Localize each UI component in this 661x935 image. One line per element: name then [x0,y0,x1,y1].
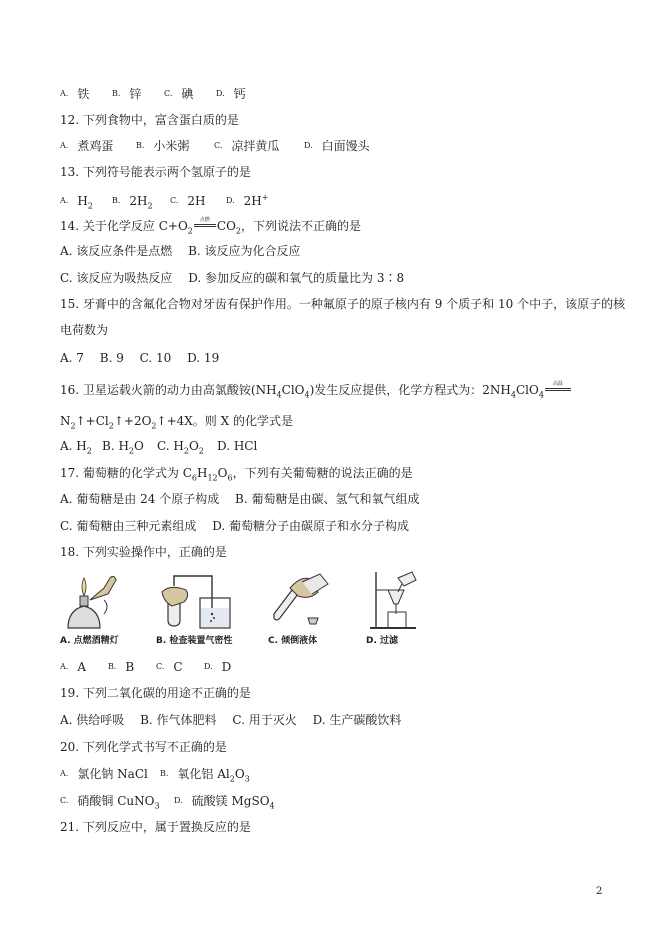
q17-stem: 17. 葡萄糖的化学式为 $C_6H_{12}O_6$，下列有关葡萄糖的说法正确的是 [60,466,413,483]
figure-caption-b: B. 检查装置气密性 [156,636,233,646]
q12-options: A. 煮鸡蛋 B. 小米粥 C. 凉拌黄瓜 D. 白面馒头 [60,139,370,153]
figure-caption-c: C. 倾倒液体 [268,636,318,646]
figure-alcohol-lamp [60,570,150,646]
q13-options: A. $H_2B$. $2H_2C$. 2H D. 2H+ [60,193,269,211]
q12-stem: 12. 下列食物中，富含蛋白质的是 [60,113,239,127]
q19-stem: 19. 下列二氧化碳的用途不正确的是 [60,686,251,700]
q16-stem-line1: 16. 卫星运载火箭的动力由高氯酸铵$(NH_4ClO_4)$发生反应提供，化学方程式为：$2NH_4ClO_4$ 高温 [60,381,572,403]
q15-stem-line2: 电荷数为 [60,323,109,337]
q18-stem: 18. 下列实验操作中，正确的是 [60,545,227,559]
filtration-stand-icon [366,570,456,632]
page-number: 2 [596,886,603,897]
reaction-arrow-condition: 点燃 [194,217,216,229]
figure-filtration [366,570,456,646]
q18-figure-row [60,570,420,646]
q15-stem-line1: 15. 牙膏中的含氟化合物对牙齿有保护作用。一种氟原子的原子核内有 9 个质子和 10 个中子，该原子的核 [60,297,626,311]
q18-options: A. A B. B C. C D. D [60,660,232,674]
figure-airtightness-check [156,570,246,646]
q17-options-row2: C. 葡萄糖由三种元素组成 D. 葡萄糖分子由碳原子和水分子构成 [60,519,410,533]
q14-options-row1: A. 该反应条件是点燃 B. 该反应为化合反应 [60,244,301,258]
figure-caption-a: A. 点燃酒精灯 [60,636,119,646]
q17-options-row1: A. 葡萄糖是由 24 个原子构成 B. 葡萄糖是由碳、氢气和氧气组成 [60,492,420,506]
q14-options-row2: C. 该反应为吸热反应 D. 参加反应的碳和氧气的质量比为 3∶8 [60,271,405,285]
reaction-arrow-condition: 高温 [545,381,571,393]
q13-stem: 13. 下列符号能表示两个氢原子的是 [60,165,251,179]
q19-options: A. 供给呼吸 B. 作气体肥料 C. 用于灭火 D. 生产碳酸饮料 [60,713,402,727]
figure-caption-d: D. 过滤 [366,636,399,646]
figure-pouring-liquid [268,570,358,646]
q21-stem: 21. 下列反应中，属于置换反应的是 [60,820,251,834]
pouring-bottle-icon [268,570,358,632]
q20-stem: 20. 下列化学式书写不正确的是 [60,740,227,754]
alcohol-lamp-icon [60,570,150,632]
q16-stem-line2: $N_2↑+Cl_2↑+2O_2↑+4X$。则 X 的化学式是 [60,414,293,431]
q15-options: A. 7 B. 9 C. 10 D. 19 [60,351,220,365]
test-tube-beaker-icon [156,570,246,632]
q16-options: A. $H_2$ B. $H_2O$ C. $H_2O_2$ D. HCl [60,439,258,456]
q20-options-row2: C. 硝酸铜 CuNO$_3$D. 硫酸镁 MgSO$_4$ [60,794,275,811]
q14-stem: 14. 关于化学反应 $C+O_2$ 点燃 $CO_2$，下列说法不正确的是 [60,217,362,236]
q11-options: A. 铁 B. 锌 C. 碘 D. 钙 [60,87,246,101]
q20-options-row1: A. 氯化钠 NaCl B. 氧化铝 $Al_2O_3$ [60,767,250,784]
